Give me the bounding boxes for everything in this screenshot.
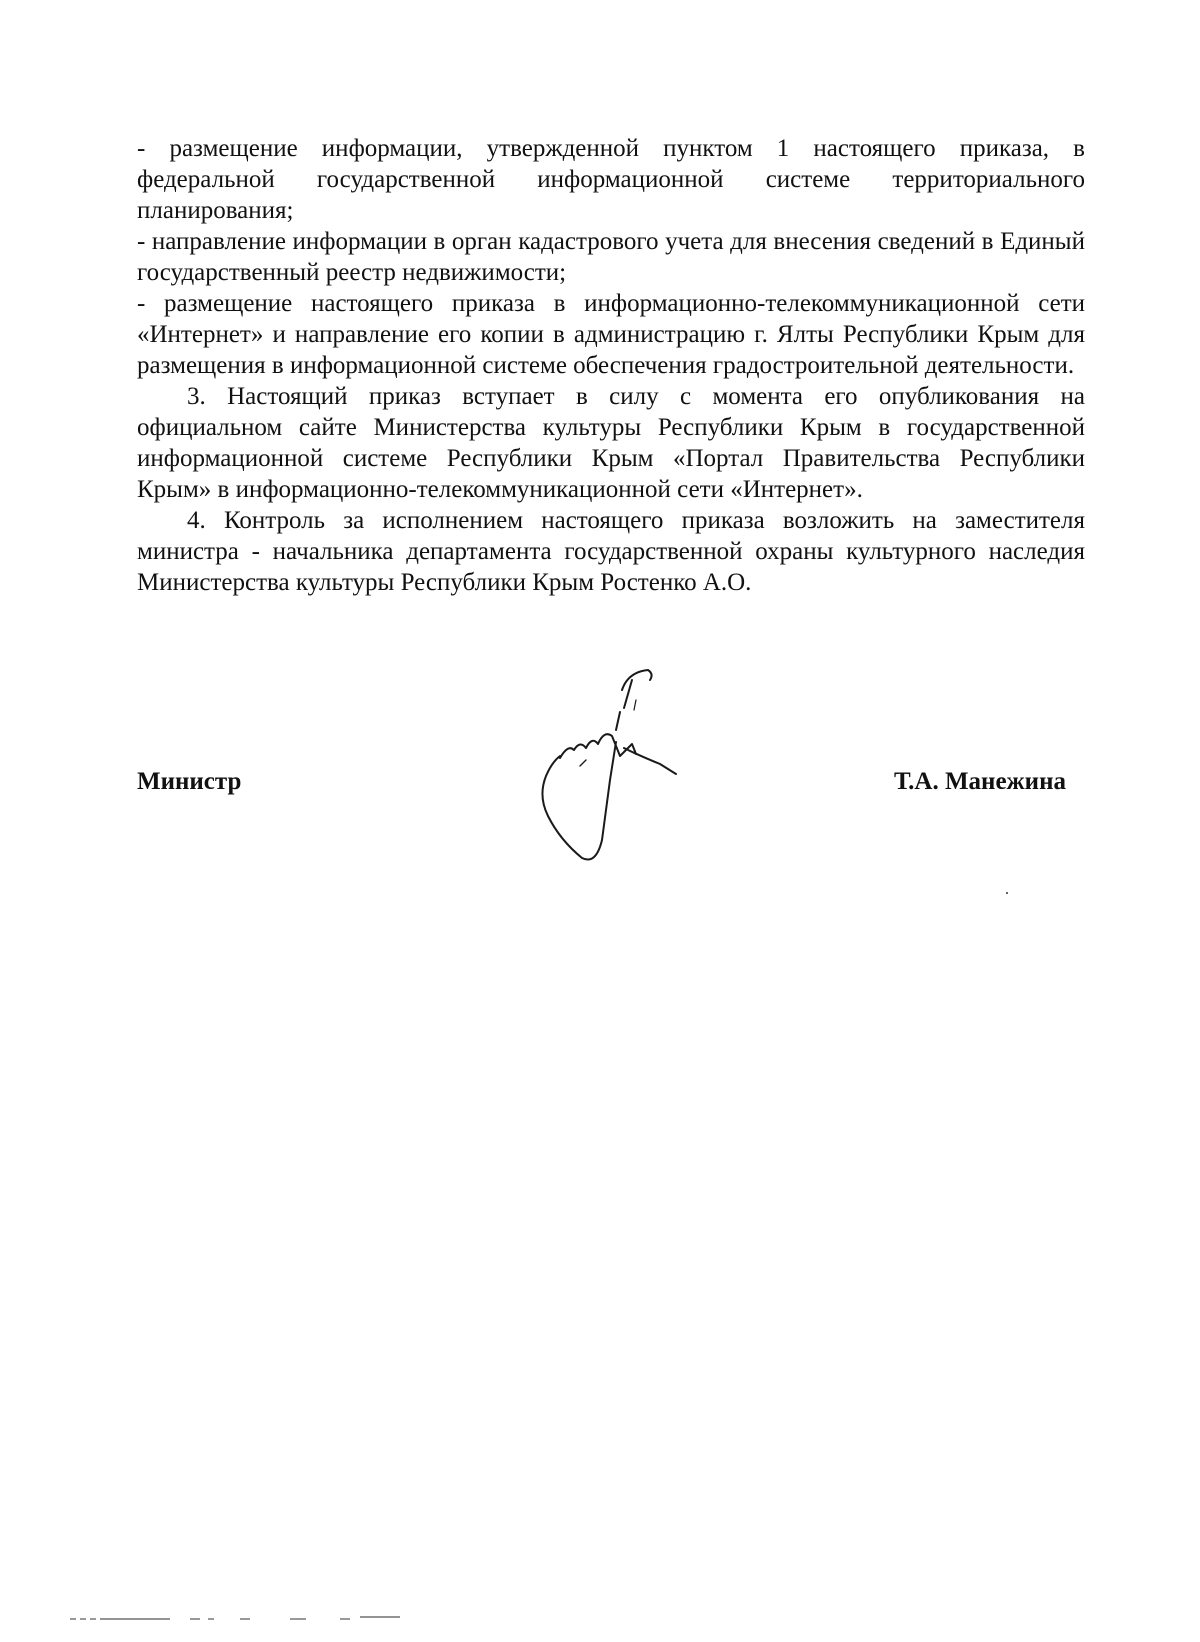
scan-footer-marks <box>70 1614 410 1624</box>
paragraph-list-item-2: - направление информации в орган кадастрового учета для внесения сведений в Единый государственный реестр недвижимости; <box>137 228 1085 286</box>
signatory-title: Министр <box>137 768 242 795</box>
document-body <box>137 133 1085 598</box>
paragraph-list-item-1: - размещение информации, утвержденной пунктом 1 настоящего приказа, в федеральной государственной информационной системе территориального планирования; <box>137 135 1085 224</box>
scan-speck <box>1006 892 1008 894</box>
paragraph-list-item-3: - размещение настоящего приказа в информационно-телекоммуникационной сети «Интернет» и направление его копии в администрацию г. Ялты Республики Крым для размещения в информационной системе обеспечения градостроительной деятельности. <box>137 290 1085 379</box>
handwritten-signature <box>520 650 720 910</box>
paragraph-clause-4: 4. Контроль за исполнением настоящего приказа возложить на заместителя министра - начальника департамента государственной охраны культурного наследия Министерства культуры Республики Крым Ростенко А.О. <box>137 507 1085 596</box>
signatory-name: Т.А. Манежина <box>893 768 1066 795</box>
paragraph-clause-3: 3. Настоящий приказ вступает в силу с момента его опубликования на официальном сайте Министерства культуры Республики Крым в государственной информационной системе Республики Крым «Портал Правительства Республики Крым» в информационно-телекоммуникационной сети «Интернет». <box>137 383 1085 503</box>
